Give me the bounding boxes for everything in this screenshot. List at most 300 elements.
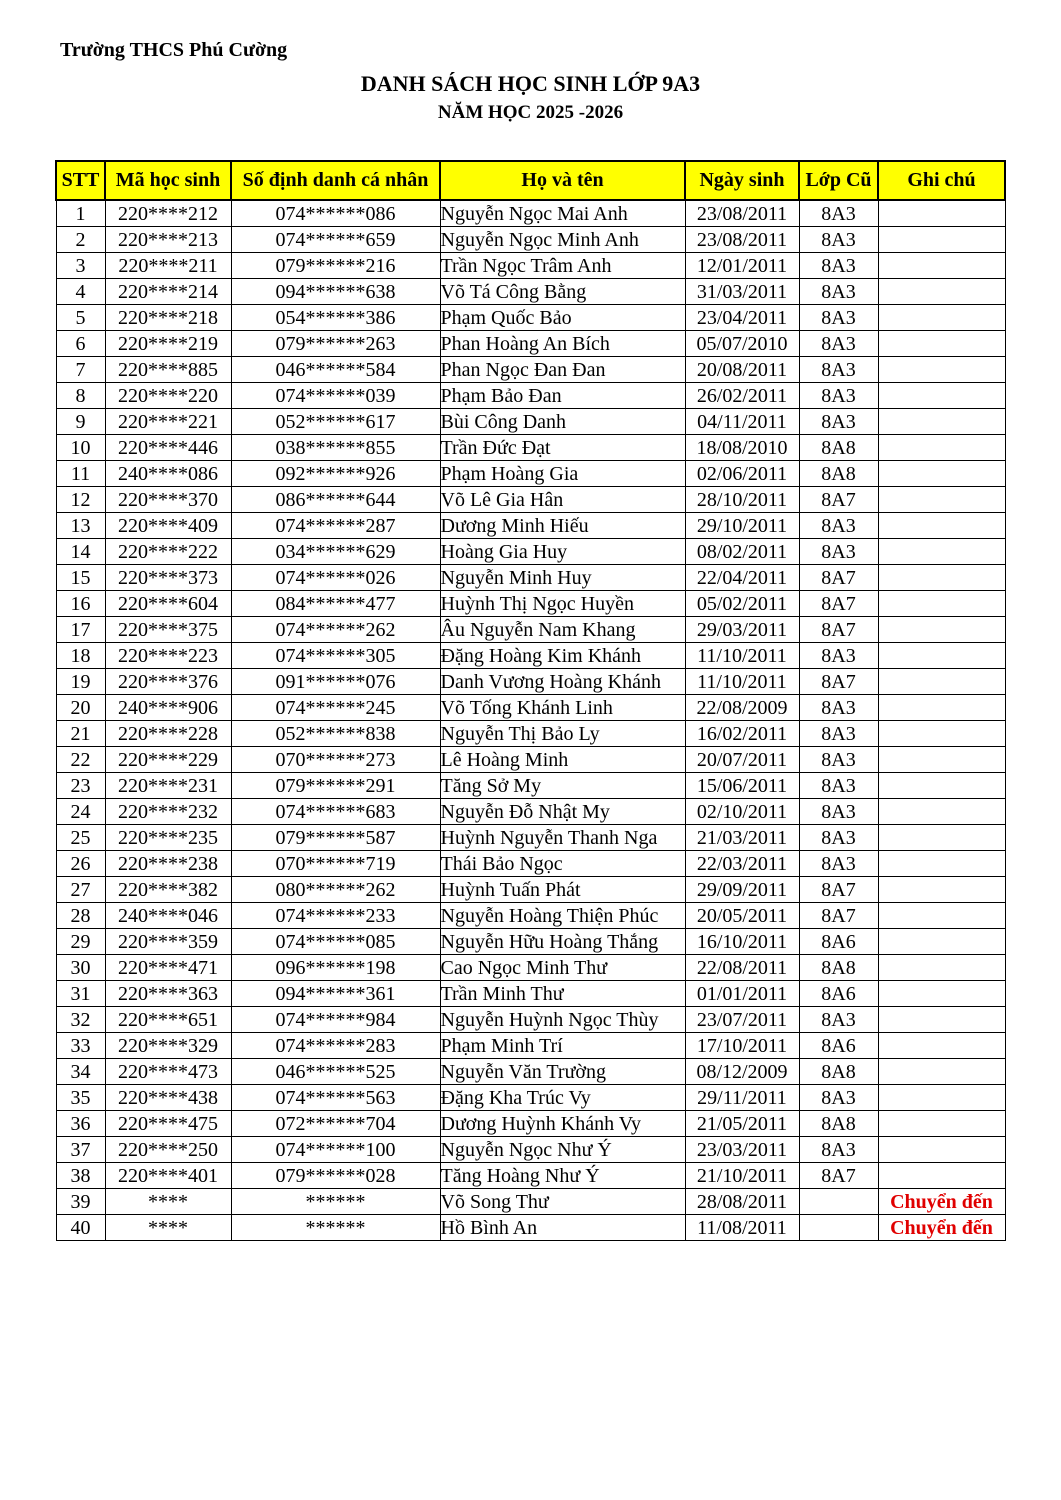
cell-birth-date: 22/08/2009 (685, 695, 799, 721)
cell-stt: 33 (56, 1033, 105, 1059)
cell-stt: 3 (56, 253, 105, 279)
cell-old-class: 8A7 (799, 487, 878, 513)
table-row (56, 799, 1005, 825)
cell-student-code: 220****231 (105, 773, 231, 799)
cell-stt: 36 (56, 1111, 105, 1137)
cell-stt: 39 (56, 1189, 105, 1215)
cell-personal-id: 074******100 (231, 1137, 440, 1163)
cell-personal-id: 046******584 (231, 357, 440, 383)
cell-personal-id: 046******525 (231, 1059, 440, 1085)
cell-old-class: 8A7 (799, 669, 878, 695)
cell-birth-date: 29/03/2011 (685, 617, 799, 643)
cell-student-code: 220****329 (105, 1033, 231, 1059)
cell-full-name: Phạm Hoàng Gia (440, 461, 685, 487)
cell-old-class: 8A3 (799, 253, 878, 279)
cell-note (878, 461, 1005, 487)
cell-full-name: Nguyễn Ngọc Như Ý (440, 1137, 685, 1163)
table-row (56, 487, 1005, 513)
cell-note (878, 1163, 1005, 1189)
cell-note (878, 513, 1005, 539)
cell-student-code: 220****229 (105, 747, 231, 773)
cell-birth-date: 21/05/2011 (685, 1111, 799, 1137)
cell-student-code: 220****235 (105, 825, 231, 851)
cell-note: Chuyển đến (878, 1215, 1005, 1241)
cell-full-name: Tăng Hoàng Như Ý (440, 1163, 685, 1189)
cell-birth-date: 11/10/2011 (685, 643, 799, 669)
cell-full-name: Huỳnh Thị Ngọc Huyền (440, 591, 685, 617)
cell-personal-id: 074******085 (231, 929, 440, 955)
cell-note (878, 955, 1005, 981)
cell-personal-id: 094******361 (231, 981, 440, 1007)
cell-student-code: 220****409 (105, 513, 231, 539)
cell-old-class: 8A6 (799, 981, 878, 1007)
cell-personal-id: 070******273 (231, 747, 440, 773)
table-row (56, 200, 1005, 227)
table-header-row (56, 161, 1005, 200)
table-row (56, 1033, 1005, 1059)
cell-student-code: 240****906 (105, 695, 231, 721)
table-body (56, 200, 1005, 1241)
table-row (56, 409, 1005, 435)
cell-full-name: Trần Ngọc Trâm Anh (440, 253, 685, 279)
cell-note (878, 565, 1005, 591)
cell-note (878, 409, 1005, 435)
table-row (56, 1111, 1005, 1137)
cell-old-class: 8A3 (799, 1085, 878, 1111)
cell-old-class: 8A3 (799, 383, 878, 409)
school-year: NĂM HỌC 2025 -2026 (437, 102, 624, 123)
cell-old-class: 8A7 (799, 1163, 878, 1189)
cell-old-class: 8A7 (799, 565, 878, 591)
cell-student-code: 220****376 (105, 669, 231, 695)
cell-personal-id: 096******198 (231, 955, 440, 981)
cell-birth-date: 16/02/2011 (685, 721, 799, 747)
cell-student-code: 220****238 (105, 851, 231, 877)
cell-note (878, 825, 1005, 851)
cell-full-name: Phạm Quốc Bảo (440, 305, 685, 331)
cell-stt: 13 (56, 513, 105, 539)
page-title: DANH SÁCH HỌC SINH LỚP 9A3 (360, 71, 701, 96)
cell-full-name: Danh Vương Hoàng Khánh (440, 669, 685, 695)
cell-full-name: Đặng Hoàng Kim Khánh (440, 643, 685, 669)
cell-note (878, 435, 1005, 461)
cell-personal-id: 094******638 (231, 279, 440, 305)
cell-birth-date: 22/08/2011 (685, 955, 799, 981)
cell-old-class: 8A3 (799, 227, 878, 253)
cell-note (878, 591, 1005, 617)
cell-stt: 14 (56, 539, 105, 565)
cell-personal-id: 079******216 (231, 253, 440, 279)
cell-full-name: Cao Ngọc Minh Thư (440, 955, 685, 981)
cell-note (878, 903, 1005, 929)
cell-full-name: Âu Nguyễn Nam Khang (440, 617, 685, 643)
cell-old-class: 8A3 (799, 851, 878, 877)
cell-birth-date: 08/02/2011 (685, 539, 799, 565)
cell-full-name: Thái Bảo Ngọc (440, 851, 685, 877)
cell-old-class: 8A3 (799, 1007, 878, 1033)
cell-old-class (799, 1189, 878, 1215)
cell-personal-id: 052******838 (231, 721, 440, 747)
table-row (56, 773, 1005, 799)
cell-birth-date: 21/03/2011 (685, 825, 799, 851)
cell-student-code: 220****446 (105, 435, 231, 461)
cell-stt: 25 (56, 825, 105, 851)
cell-student-code: **** (105, 1215, 231, 1241)
cell-old-class: 8A3 (799, 643, 878, 669)
cell-birth-date: 23/04/2011 (685, 305, 799, 331)
cell-student-code: 220****473 (105, 1059, 231, 1085)
table-row (56, 279, 1005, 305)
cell-personal-id: 074******659 (231, 227, 440, 253)
cell-student-code: 220****370 (105, 487, 231, 513)
table-row (56, 591, 1005, 617)
column-header-stt: STT (56, 161, 105, 200)
cell-personal-id: 074******245 (231, 695, 440, 721)
table-row (56, 929, 1005, 955)
cell-student-code: 220****885 (105, 357, 231, 383)
cell-stt: 30 (56, 955, 105, 981)
cell-stt: 26 (56, 851, 105, 877)
column-header-full-name: Họ và tên (440, 161, 685, 200)
cell-personal-id: 074******262 (231, 617, 440, 643)
table-row (56, 1059, 1005, 1085)
cell-student-code: 220****471 (105, 955, 231, 981)
cell-old-class: 8A3 (799, 1137, 878, 1163)
cell-full-name: Trần Minh Thư (440, 981, 685, 1007)
cell-personal-id: 074******283 (231, 1033, 440, 1059)
cell-note (878, 1033, 1005, 1059)
table-row (56, 1007, 1005, 1033)
cell-old-class: 8A8 (799, 1059, 878, 1085)
table-row (56, 903, 1005, 929)
column-header-note: Ghi chú (878, 161, 1005, 200)
cell-note (878, 1111, 1005, 1137)
cell-personal-id: 074******305 (231, 643, 440, 669)
cell-personal-id: 074******026 (231, 565, 440, 591)
cell-old-class: 8A7 (799, 591, 878, 617)
cell-personal-id: 070******719 (231, 851, 440, 877)
cell-student-code: 220****438 (105, 1085, 231, 1111)
cell-personal-id: 091******076 (231, 669, 440, 695)
column-header-old-class: Lớp Cũ (799, 161, 878, 200)
cell-personal-id: 074******984 (231, 1007, 440, 1033)
table-row (56, 435, 1005, 461)
cell-student-code: 220****218 (105, 305, 231, 331)
cell-old-class: 8A3 (799, 825, 878, 851)
cell-full-name: Lê Hoàng Minh (440, 747, 685, 773)
cell-note (878, 877, 1005, 903)
cell-personal-id: 054******386 (231, 305, 440, 331)
cell-full-name: Võ Tống Khánh Linh (440, 695, 685, 721)
cell-birth-date: 04/11/2011 (685, 409, 799, 435)
cell-personal-id: 079******587 (231, 825, 440, 851)
cell-birth-date: 20/07/2011 (685, 747, 799, 773)
cell-full-name: Phạm Bảo Đan (440, 383, 685, 409)
cell-personal-id: 084******477 (231, 591, 440, 617)
cell-personal-id: 034******629 (231, 539, 440, 565)
cell-full-name: Nguyễn Đỗ Nhật My (440, 799, 685, 825)
table-row (56, 825, 1005, 851)
cell-stt: 1 (56, 200, 105, 227)
cell-stt: 27 (56, 877, 105, 903)
cell-student-code: 220****222 (105, 539, 231, 565)
cell-birth-date: 02/10/2011 (685, 799, 799, 825)
cell-full-name: Võ Tá Công Bằng (440, 279, 685, 305)
cell-note (878, 331, 1005, 357)
cell-full-name: Nguyễn Ngọc Minh Anh (440, 227, 685, 253)
cell-student-code: **** (105, 1189, 231, 1215)
cell-personal-id: ****** (231, 1215, 440, 1241)
table-row (56, 383, 1005, 409)
cell-stt: 40 (56, 1215, 105, 1241)
cell-stt: 2 (56, 227, 105, 253)
cell-birth-date: 26/02/2011 (685, 383, 799, 409)
cell-note (878, 643, 1005, 669)
cell-stt: 28 (56, 903, 105, 929)
cell-birth-date: 17/10/2011 (685, 1033, 799, 1059)
cell-stt: 22 (56, 747, 105, 773)
cell-personal-id: 086******644 (231, 487, 440, 513)
table-row (56, 357, 1005, 383)
table-row (56, 1137, 1005, 1163)
cell-old-class: 8A3 (799, 695, 878, 721)
cell-birth-date: 29/09/2011 (685, 877, 799, 903)
cell-note (878, 227, 1005, 253)
cell-birth-date: 11/08/2011 (685, 1215, 799, 1241)
cell-note (878, 305, 1005, 331)
cell-student-code: 220****228 (105, 721, 231, 747)
cell-birth-date: 22/04/2011 (685, 565, 799, 591)
cell-note (878, 200, 1005, 227)
cell-birth-date: 15/06/2011 (685, 773, 799, 799)
table-row (56, 305, 1005, 331)
cell-stt: 12 (56, 487, 105, 513)
cell-student-code: 220****373 (105, 565, 231, 591)
cell-note (878, 721, 1005, 747)
cell-full-name: Bùi Công Danh (440, 409, 685, 435)
cell-personal-id: 074******563 (231, 1085, 440, 1111)
table-row (56, 669, 1005, 695)
cell-stt: 18 (56, 643, 105, 669)
cell-birth-date: 12/01/2011 (685, 253, 799, 279)
cell-note (878, 799, 1005, 825)
cell-full-name: Nguyễn Ngọc Mai Anh (440, 200, 685, 227)
cell-stt: 35 (56, 1085, 105, 1111)
cell-stt: 34 (56, 1059, 105, 1085)
table-row (56, 851, 1005, 877)
cell-student-code: 220****219 (105, 331, 231, 357)
cell-student-code: 220****375 (105, 617, 231, 643)
cell-stt: 38 (56, 1163, 105, 1189)
cell-birth-date: 11/10/2011 (685, 669, 799, 695)
cell-student-code: 220****359 (105, 929, 231, 955)
cell-old-class: 8A7 (799, 617, 878, 643)
cell-full-name: Tăng Sở My (440, 773, 685, 799)
cell-student-code: 220****220 (105, 383, 231, 409)
cell-note (878, 617, 1005, 643)
cell-full-name: Nguyễn Minh Huy (440, 565, 685, 591)
cell-old-class: 8A3 (799, 799, 878, 825)
cell-full-name: Huỳnh Nguyễn Thanh Nga (440, 825, 685, 851)
cell-personal-id: 074******039 (231, 383, 440, 409)
cell-personal-id: 092******926 (231, 461, 440, 487)
cell-birth-date: 01/01/2011 (685, 981, 799, 1007)
cell-old-class: 8A3 (799, 279, 878, 305)
cell-stt: 20 (56, 695, 105, 721)
cell-old-class: 8A7 (799, 877, 878, 903)
table-row (56, 227, 1005, 253)
cell-stt: 15 (56, 565, 105, 591)
student-table (55, 160, 1006, 1241)
cell-stt: 19 (56, 669, 105, 695)
school-name: Trường THCS Phú Cường (60, 39, 288, 61)
table-row (56, 643, 1005, 669)
cell-old-class: 8A3 (799, 409, 878, 435)
cell-stt: 11 (56, 461, 105, 487)
cell-old-class: 8A3 (799, 539, 878, 565)
cell-full-name: Đặng Kha Trúc Vy (440, 1085, 685, 1111)
cell-note (878, 1085, 1005, 1111)
cell-personal-id: 080******262 (231, 877, 440, 903)
cell-stt: 32 (56, 1007, 105, 1033)
cell-stt: 4 (56, 279, 105, 305)
cell-full-name: Phan Hoàng An Bích (440, 331, 685, 357)
cell-old-class: 8A8 (799, 955, 878, 981)
column-header-birth-date: Ngày sinh (685, 161, 799, 200)
cell-full-name: Phan Ngọc Đan Đan (440, 357, 685, 383)
table-row (56, 617, 1005, 643)
cell-student-code: 220****211 (105, 253, 231, 279)
cell-old-class: 8A3 (799, 331, 878, 357)
cell-personal-id: 074******683 (231, 799, 440, 825)
cell-personal-id: 079******028 (231, 1163, 440, 1189)
cell-note (878, 383, 1005, 409)
cell-stt: 6 (56, 331, 105, 357)
cell-student-code: 220****213 (105, 227, 231, 253)
cell-full-name: Hồ Bình An (440, 1215, 685, 1241)
table-row (56, 1085, 1005, 1111)
cell-birth-date: 29/10/2011 (685, 513, 799, 539)
cell-stt: 23 (56, 773, 105, 799)
cell-student-code: 240****046 (105, 903, 231, 929)
cell-old-class: 8A6 (799, 929, 878, 955)
cell-note (878, 851, 1005, 877)
table-row (56, 695, 1005, 721)
cell-stt: 7 (56, 357, 105, 383)
cell-birth-date: 02/06/2011 (685, 461, 799, 487)
table-row (56, 747, 1005, 773)
cell-note (878, 357, 1005, 383)
cell-stt: 24 (56, 799, 105, 825)
table-row (56, 981, 1005, 1007)
cell-full-name: Trần Đức Đạt (440, 435, 685, 461)
cell-birth-date: 05/07/2010 (685, 331, 799, 357)
cell-note (878, 981, 1005, 1007)
cell-stt: 10 (56, 435, 105, 461)
cell-student-code: 220****401 (105, 1163, 231, 1189)
cell-student-code: 220****232 (105, 799, 231, 825)
table-row (56, 513, 1005, 539)
cell-stt: 37 (56, 1137, 105, 1163)
table-row (56, 1215, 1005, 1241)
column-header-student-code: Mã học sinh (105, 161, 231, 200)
cell-note (878, 695, 1005, 721)
cell-personal-id: 052******617 (231, 409, 440, 435)
cell-student-code: 220****223 (105, 643, 231, 669)
cell-stt: 21 (56, 721, 105, 747)
cell-full-name: Dương Huỳnh Khánh Vy (440, 1111, 685, 1137)
cell-note (878, 1007, 1005, 1033)
cell-personal-id: 072******704 (231, 1111, 440, 1137)
table-row (56, 721, 1005, 747)
cell-birth-date: 23/03/2011 (685, 1137, 799, 1163)
cell-full-name: Phạm Minh Trí (440, 1033, 685, 1059)
cell-old-class: 8A3 (799, 305, 878, 331)
cell-full-name: Nguyễn Văn Trường (440, 1059, 685, 1085)
cell-stt: 29 (56, 929, 105, 955)
cell-stt: 8 (56, 383, 105, 409)
cell-stt: 31 (56, 981, 105, 1007)
cell-personal-id: 038******855 (231, 435, 440, 461)
cell-birth-date: 05/02/2011 (685, 591, 799, 617)
cell-student-code: 220****221 (105, 409, 231, 435)
column-header-personal-id: Số định danh cá nhân (231, 161, 440, 200)
cell-full-name: Hoàng Gia Huy (440, 539, 685, 565)
cell-stt: 5 (56, 305, 105, 331)
cell-old-class: 8A8 (799, 435, 878, 461)
cell-note (878, 1059, 1005, 1085)
cell-full-name: Huỳnh Tuấn Phát (440, 877, 685, 903)
cell-full-name: Nguyễn Hoàng Thiện Phúc (440, 903, 685, 929)
cell-old-class: 8A3 (799, 357, 878, 383)
cell-birth-date: 20/05/2011 (685, 903, 799, 929)
cell-personal-id: 074******086 (231, 200, 440, 227)
cell-old-class (799, 1215, 878, 1241)
cell-birth-date: 23/07/2011 (685, 1007, 799, 1033)
table-row (56, 539, 1005, 565)
cell-student-code: 220****214 (105, 279, 231, 305)
cell-old-class: 8A8 (799, 1111, 878, 1137)
table-row (56, 461, 1005, 487)
cell-student-code: 220****212 (105, 200, 231, 227)
cell-old-class: 8A3 (799, 200, 878, 227)
cell-old-class: 8A3 (799, 721, 878, 747)
cell-birth-date: 08/12/2009 (685, 1059, 799, 1085)
cell-personal-id: 079******291 (231, 773, 440, 799)
cell-note: Chuyển đến (878, 1189, 1005, 1215)
cell-full-name: Võ Song Thư (440, 1189, 685, 1215)
cell-note (878, 539, 1005, 565)
cell-student-code: 220****651 (105, 1007, 231, 1033)
table-row (56, 1189, 1005, 1215)
cell-full-name: Võ Lê Gia Hân (440, 487, 685, 513)
cell-birth-date: 28/08/2011 (685, 1189, 799, 1215)
cell-birth-date: 23/08/2011 (685, 227, 799, 253)
cell-note (878, 1137, 1005, 1163)
cell-note (878, 773, 1005, 799)
cell-student-code: 240****086 (105, 461, 231, 487)
table-row (56, 565, 1005, 591)
cell-old-class: 8A7 (799, 903, 878, 929)
cell-full-name: Dương Minh Hiếu (440, 513, 685, 539)
cell-stt: 9 (56, 409, 105, 435)
cell-personal-id: 079******263 (231, 331, 440, 357)
cell-stt: 16 (56, 591, 105, 617)
cell-note (878, 747, 1005, 773)
cell-birth-date: 31/03/2011 (685, 279, 799, 305)
table-row (56, 877, 1005, 903)
cell-note (878, 669, 1005, 695)
